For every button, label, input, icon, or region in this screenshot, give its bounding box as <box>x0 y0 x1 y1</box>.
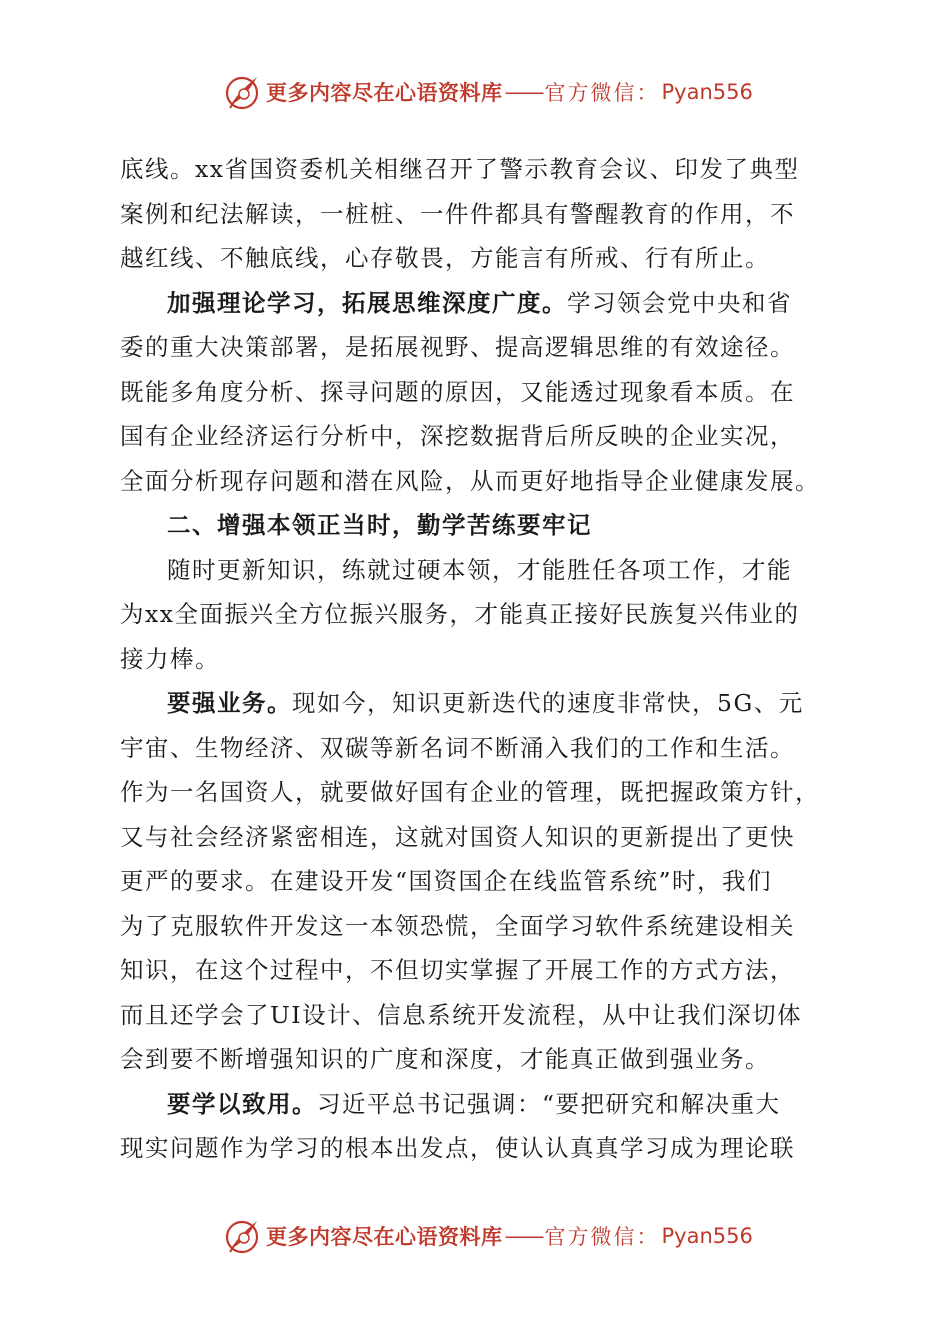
banner-wechat-id: Pyan556 <box>661 80 753 104</box>
bold-lead: 要强业务。 <box>167 689 292 717</box>
paragraph-4 <box>120 681 832 1082</box>
header-watermark-banner <box>222 70 753 114</box>
text-line: 为xx全面振兴全方位振兴服务，才能真正接好民族复兴伟业的 <box>120 600 800 628</box>
text-line <box>120 281 832 326</box>
text-line: 全面分析现存问题和潜在风险，从而更好地指导企业健康发展。 <box>120 466 820 495</box>
text-line: 作为一名国资人，就要做好国有企业的管理，既把握政策方针， <box>120 778 820 806</box>
paragraph-3 <box>120 548 832 682</box>
text-line: 随时更新知识，练就过硬本领，才能胜任各项工作，才能 <box>167 555 792 584</box>
section-heading: 二、增强本领正当时，勤学苦练要牢记 <box>167 511 592 539</box>
banner-title: 更多内容尽在心语资料库 <box>266 1225 503 1249</box>
text-line: 为了克服软件开发这一本领恐慌，全面学习软件系统建设相关 <box>120 911 795 940</box>
banner-wechat-label: 官方微信： <box>544 81 660 105</box>
text-line: 而且还学会了UI设计、信息系统开发流程，从中让我们深切体 <box>120 1000 803 1029</box>
paragraph-1 <box>120 147 832 281</box>
banner-wechat-id: Pyan556 <box>661 1224 753 1248</box>
text-line: 现实问题作为学习的根本出发点，使认认真真学习成为理论联 <box>120 1134 795 1162</box>
footer-watermark-banner <box>222 1214 753 1258</box>
banner-separator: —— <box>504 80 543 104</box>
banner-title: 更多内容尽在心语资料库 <box>266 81 503 105</box>
text-line: 国有企业经济运行分析中，深挖数据背后所反映的企业实况， <box>120 422 795 450</box>
bold-lead: 加强理论学习，拓展思维深度广度。 <box>167 288 567 317</box>
text-span: 学习领会党中央和省 <box>567 288 792 317</box>
text-line: 知识，在这个过程中，不但切实掌握了开展工作的方式方法， <box>120 956 795 984</box>
text-span: 习近平总书记强调：“要把研究和解决重大 <box>317 1089 781 1118</box>
text-line <box>120 1082 832 1127</box>
text-line: 又与社会经济紧密相连，这就对国资人知识的更新提出了更快 <box>120 822 795 851</box>
text-line: 底线。xx省国资委机关相继召开了警示教育会议、印发了典型 <box>120 155 800 183</box>
quill-logo-icon <box>222 72 262 112</box>
quill-logo-icon <box>222 1216 262 1256</box>
banner-separator: —— <box>504 1224 543 1248</box>
text-line: 委的重大决策部署，是拓展视野、提高逻辑思维的有效途径。 <box>120 333 795 361</box>
bold-lead: 要学以致用。 <box>167 1089 317 1118</box>
text-line <box>120 681 832 726</box>
text-line: 更严的要求。在建设开发“国资国企在线监管系统”时，我们 <box>120 867 773 895</box>
text-line: 接力棒。 <box>120 644 220 673</box>
text-span: 现如今，知识更新迭代的速度非常快，5G、元 <box>292 689 804 717</box>
paragraph-2 <box>120 281 832 504</box>
text-line: 案例和纪法解读，一桩桩、一件件都具有警醒教育的作用，不 <box>120 199 795 228</box>
text-line: 越红线、不触底线，心存敬畏，方能言有所戒、行有所止。 <box>120 244 770 272</box>
banner-wechat-label: 官方微信： <box>544 1225 660 1249</box>
text-line: 既能多角度分析、探寻问题的原因，又能透过现象看本质。在 <box>120 377 795 406</box>
document-body <box>120 147 832 1171</box>
text-line: 会到要不断增强知识的广度和深度，才能真正做到强业务。 <box>120 1045 770 1073</box>
text-line: 宇宙、生物经济、双碳等新名词不断涌入我们的工作和生活。 <box>120 733 795 762</box>
paragraph-5 <box>120 1082 832 1171</box>
